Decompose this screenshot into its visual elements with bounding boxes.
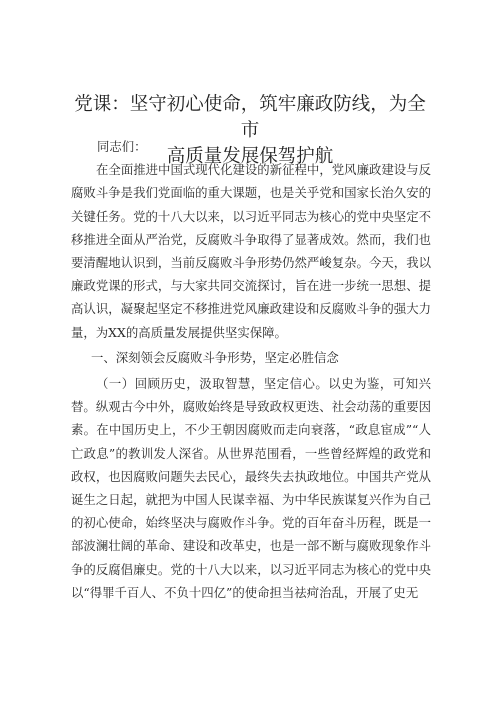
title-line-1: 党课：坚守初心使命，筑牢廉政防线，为全市	[74, 94, 426, 141]
intro-paragraph: 在全面推进中国式现代化建设的新征程中，党风廉政建设与反腐败斗争是我们党面临的重大课题，也是关乎党和国家长治久安的关键任务。党的十八大以来，以习近平同志为核心的党中央坚定不移推进全面从严治党，反腐败斗争取得了显著成效。然而，我们也要清醒地认识到，当前反腐败斗争形势仍然严峻复杂。今天，我以廉政党课的形式，与大家共同交流探讨，旨在进一步统一思想、提高认识，凝聚起坚定不移推进党风廉政建设和反腐败斗争的强大力量，为XX的高质量发展提供坚实保障。	[71, 162, 431, 340]
title-line-2: 高质量发展保驾护航	[166, 146, 334, 167]
section-heading: 一、深刻领会反腐败斗争形势，坚定必胜信念	[91, 349, 339, 365]
salutation: 同志们：	[97, 139, 147, 154]
document-body	[71, 135, 431, 604]
section-paragraph: （一）回顾历史，汲取智慧，坚定信心。以史为鉴，可知兴替。纵观古今中外，腐败始终是导致政权更迭、社会动荡的重要因素。在中国历史上，不少王朝因腐败而走向衰落，“政息宦成”“人亡政息”的教训发人深省。从世界范围看，一些曾经辉煌的政党和政权，也因腐败问题失去民心，最终失去执政地位。中国共产党从诞生之日起，就把为中国人民谋幸福、为中华民族谋复兴作为自己的初心使命，始终坚决与腐败作斗争。党的百年奋斗历程，既是一部波澜壮阔的革命、建设和改革史，也是一部不断与腐败现象作斗争的反腐倡廉史。党的十八大以来，以习近平同志为核心的党中央以“得罪千百人、不负十四亿”的使命担当祛疴治乱，开展了史无	[71, 376, 431, 600]
